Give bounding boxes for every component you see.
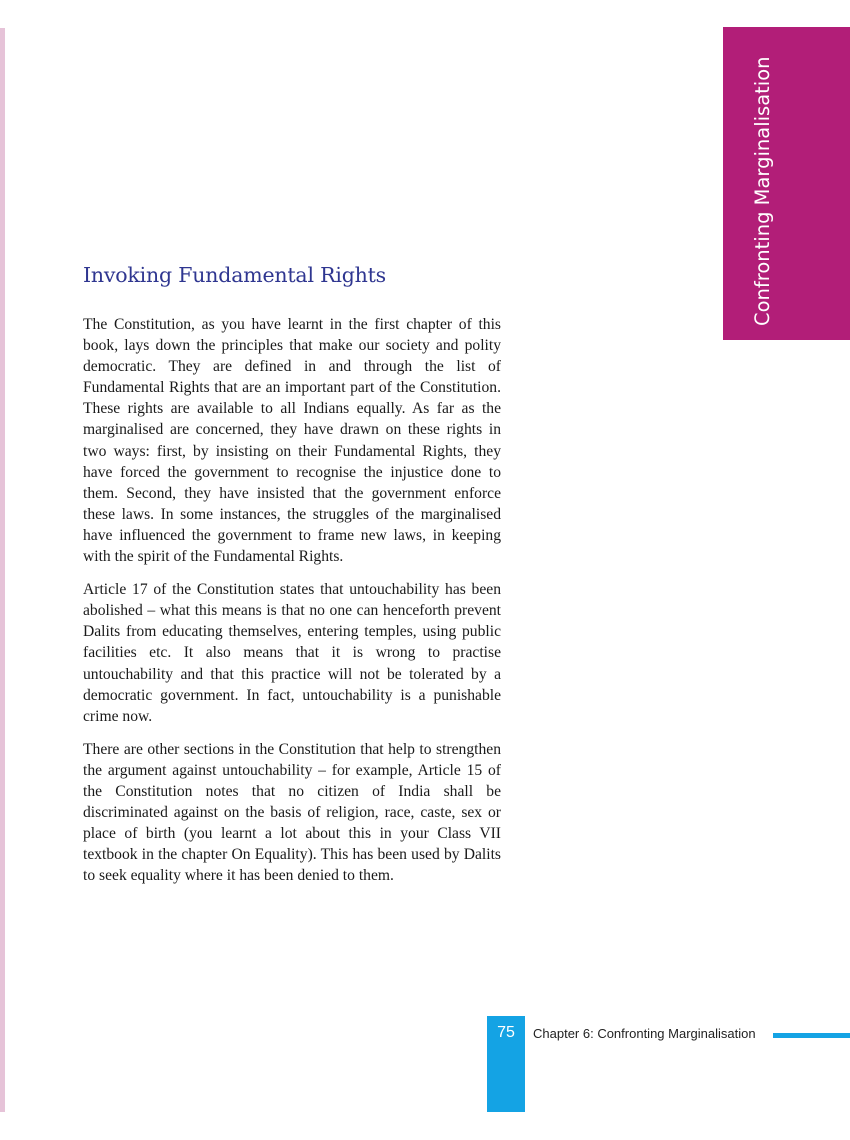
paragraph: There are other sections in the Constitution that help to strengthen the argument against untouchability – for example, Article 15 of the Constitution notes that no citizen of India shall be discriminated against on the basis of religion, race, caste, sex or place of birth (you learnt a lot about this in your Class VII textbook in the chapter On Equality). This has been used by Dalits to seek equality where it has been denied to them. — [83, 740, 501, 885]
section-heading: Invoking Fundamental Rights — [83, 263, 387, 287]
footer-rule — [773, 1033, 850, 1038]
paragraph: The Constitution, as you have learnt in the first chapter of this book, lays down the principles that make our society and polity democratic. They are defined in and through the list of Fundamental Rights that are an important part of the Constitution. These rights are available to all Indians equally. As far as the marginalised are concerned, they have drawn on these rights in two ways: first, by insisting on their Fundamental Rights, they have forced the government to recognise the injustice done to them. Second, they have insisted that the government enforce these laws. In some instances, the struggles of the marginalised have influenced the government to frame new laws, in keeping with the spirit of the Fundamental Rights. — [83, 316, 501, 566]
page-number: 75 — [497, 1024, 515, 1041]
footer-chapter-label: Chapter 6: Confronting Marginalisation — [533, 1026, 756, 1041]
side-tab — [723, 27, 850, 340]
side-tab-title: Confronting Marginalisation — [751, 56, 774, 326]
body-text — [83, 314, 501, 898]
paragraph: Article 17 of the Constitution states that untouchability has been abolished – what this means is that no one can henceforth prevent Dalits from educating themselves, entering temples, using public facilities etc. It also means that it is wrong to practise untouchability and that this practice will not be tolerated by a democratic government. In fact, untouchability is a punishable crime now. — [83, 581, 501, 725]
left-margin-rule — [0, 28, 5, 1112]
